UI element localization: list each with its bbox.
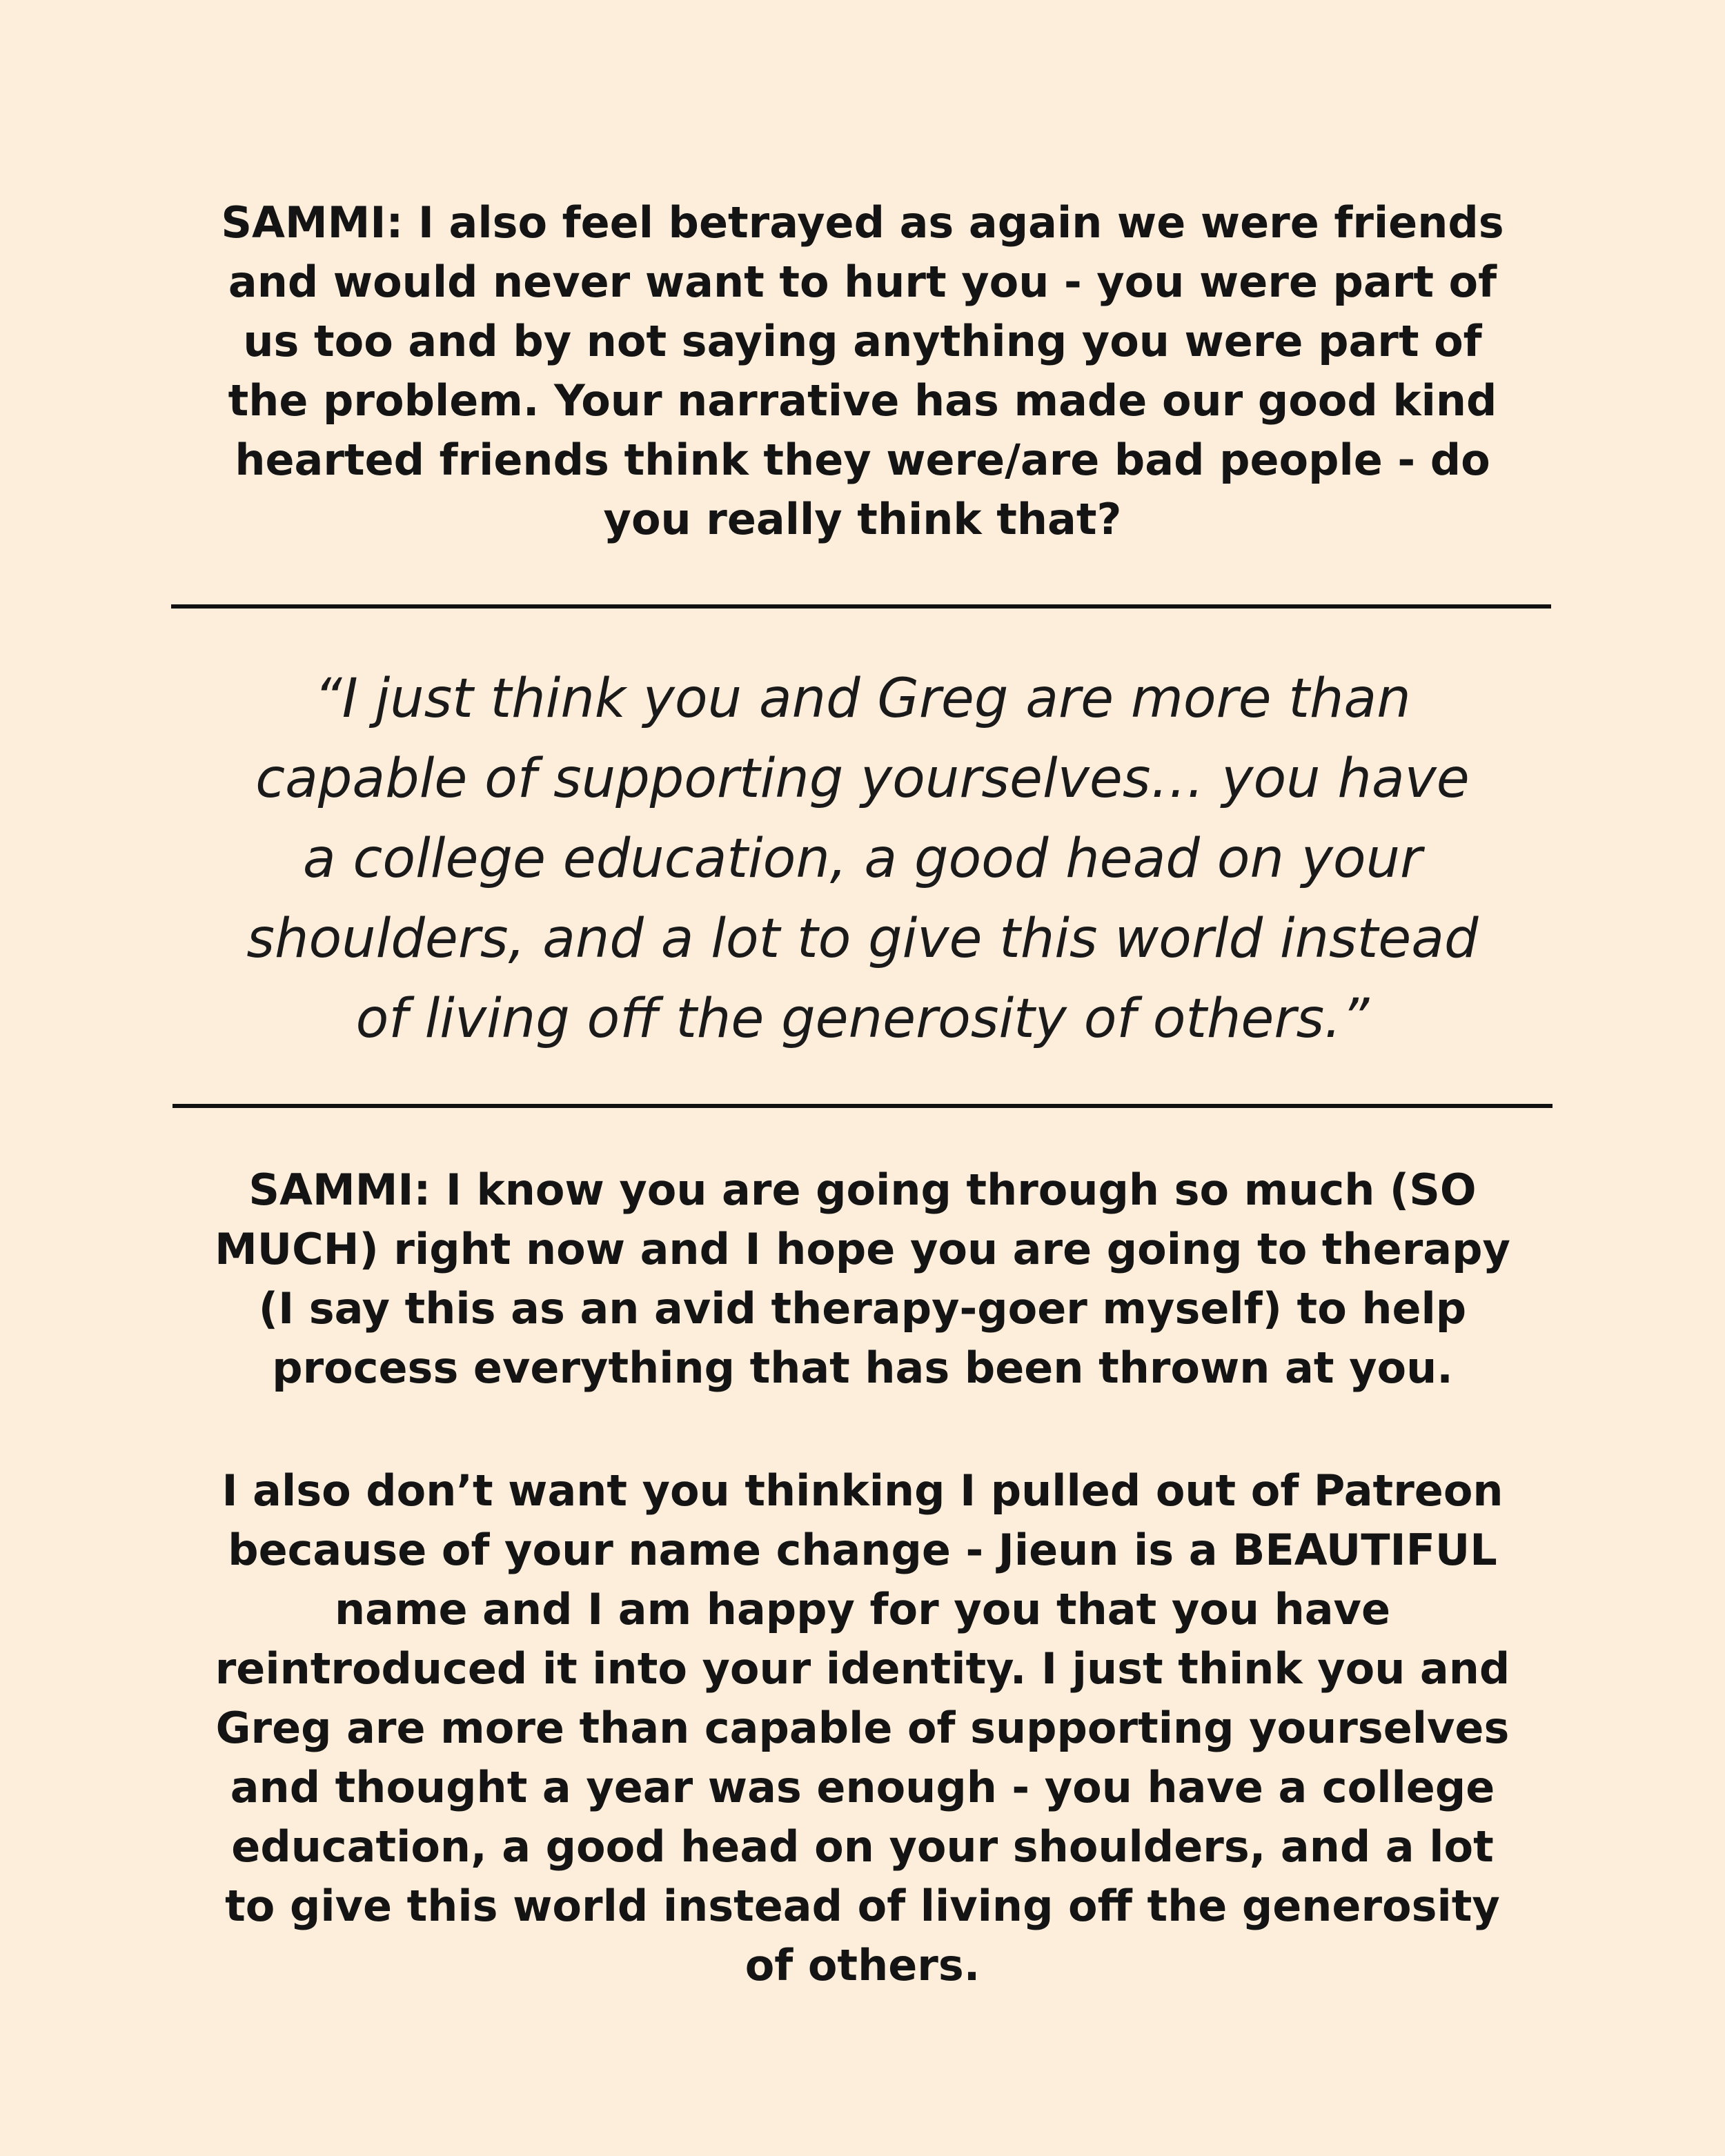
message-line: MUCH) right now and I hope you are going to therapy <box>215 1224 1510 1274</box>
message-line: you really think that? <box>603 494 1122 544</box>
message-line: us too and by not saying anything you were part of <box>243 316 1482 366</box>
message-line: education, a good head on your shoulders, and a lot <box>231 1821 1494 1872</box>
top-divider <box>171 604 1551 609</box>
quote-line: a college education, a good head on your <box>302 828 1423 890</box>
message-line: Greg are more than capable of supporting yourselves <box>215 1703 1510 1753</box>
message-paragraph-2 <box>207 1160 1518 1398</box>
quote-line: of living off the generosity of others.” <box>355 988 1370 1050</box>
message-line: process everything that has been thrown at you. <box>272 1343 1453 1393</box>
message-line: reintroduced it into your identity. I just think you and <box>215 1643 1510 1694</box>
message-line: SAMMI: I know you are going through so much (SO <box>248 1165 1477 1215</box>
message-line: I also don’t want you thinking I pulled out of Patreon <box>221 1465 1504 1516</box>
quote-line: capable of supporting yourselves… you have <box>255 748 1470 810</box>
message-paragraph-1 <box>207 193 1518 549</box>
message-line: name and I am happy for you that you have <box>334 1584 1391 1634</box>
message-line: because of your name change - Jieun is a BEAUTIFUL <box>228 1525 1497 1575</box>
message-paragraph-3 <box>207 1461 1518 1995</box>
message-line: of others. <box>745 1940 980 1990</box>
message-line: SAMMI: I also feel betrayed as again we were friends <box>221 197 1504 248</box>
quote-line: shoulders, and a lot to give this world instead <box>246 908 1479 970</box>
message-line: and would never want to hurt you - you were part of <box>228 257 1497 307</box>
quote-line: “I just think you and Greg are more than <box>314 668 1411 730</box>
message-line: the problem. Your narrative has made our good kind <box>228 375 1497 426</box>
message-line: to give this world instead of living off the generosity <box>225 1881 1500 1931</box>
message-line: (I say this as an avid therapy-goer myself) to help <box>258 1283 1467 1334</box>
message-line: and thought a year was enough - you have a college <box>230 1762 1495 1812</box>
pull-quote <box>172 659 1552 1059</box>
bottom-divider <box>172 1104 1552 1108</box>
message-line: hearted friends think they were/are bad people - do <box>235 435 1490 485</box>
